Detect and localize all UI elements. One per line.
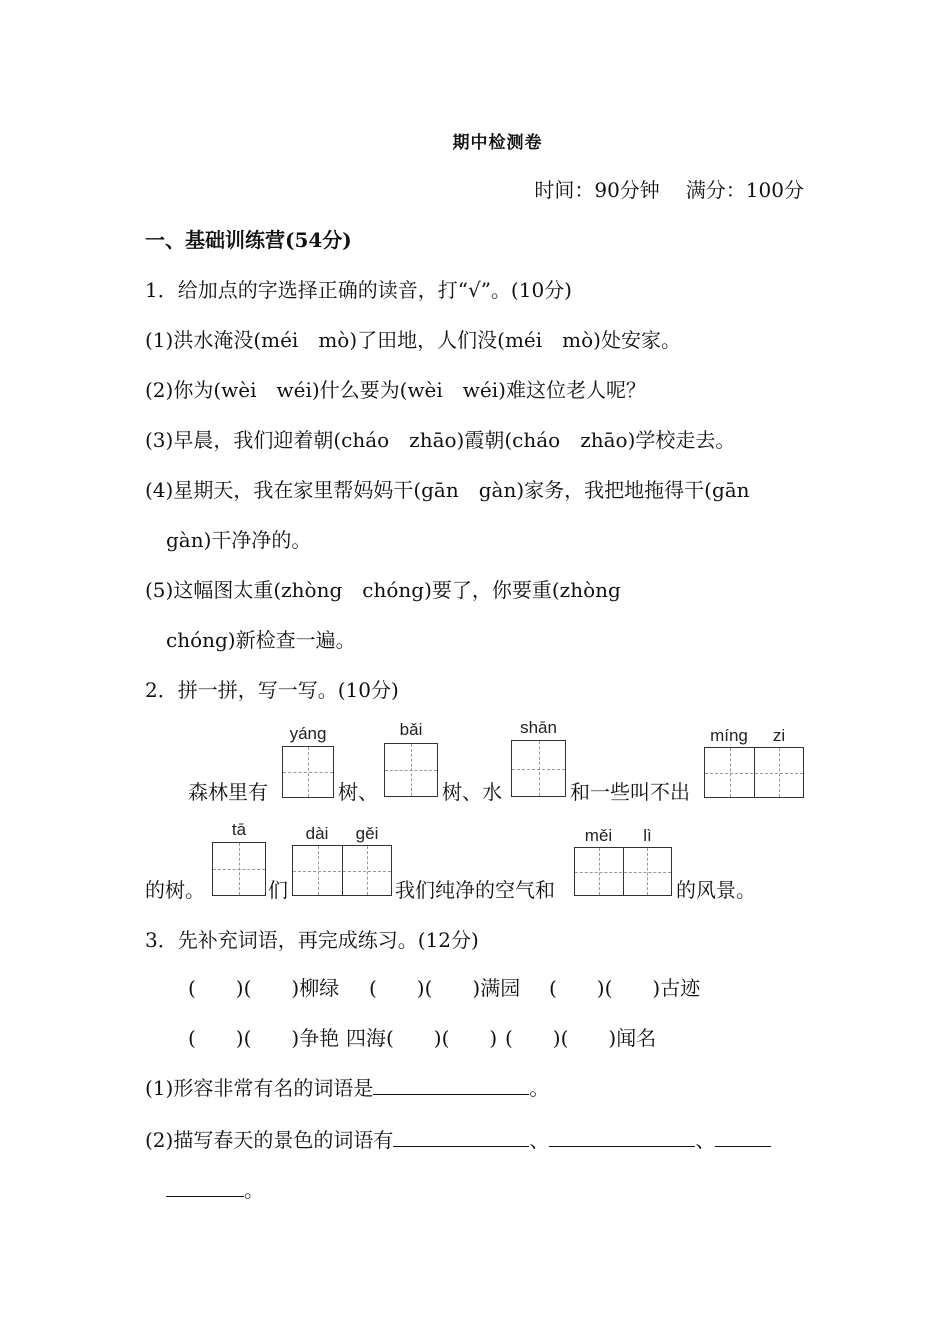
- q3-idiom-3: ( )( )古迹: [549, 976, 701, 1000]
- pinyin-bai: bǎi: [399, 720, 423, 739]
- pinyin-ta: tā: [231, 820, 247, 839]
- q3-idiom-6: ( )( )闻名: [505, 1026, 657, 1050]
- q3-sub-2-label: (2)描写春天的景色的词语有: [145, 1128, 394, 1152]
- q1-item-5-cont: chóng)新检查一遍。: [166, 628, 356, 652]
- answer-blank[interactable]: [715, 1126, 771, 1147]
- answer-blank[interactable]: [373, 1074, 529, 1095]
- pinyin-li: lì: [643, 826, 652, 845]
- q2-row2-text-1: 的树。: [145, 878, 205, 902]
- pinyin-yang: yáng: [289, 724, 327, 743]
- q2-row1-text-2: 树、: [338, 780, 378, 804]
- section-heading: 一、基础训练营(54分): [145, 228, 352, 252]
- q2-row2-text-4: 的风景。: [676, 878, 756, 902]
- pinyin-ming: míng: [710, 726, 748, 745]
- separator: 、: [529, 1128, 550, 1152]
- q1-item-4-cont: gàn)干净净的。: [166, 528, 312, 552]
- char-box[interactable]: [384, 743, 438, 797]
- q3-sub-1: [145, 1074, 549, 1102]
- full-score: 满分：100分: [685, 178, 804, 202]
- q1-item-2: (2)你为(wèi wéi)什么要为(wèi wéi)难这位老人呢？: [145, 378, 646, 402]
- char-box-double[interactable]: [292, 845, 392, 896]
- pinyin-gei: gěi: [355, 824, 379, 843]
- exam-meta: [534, 176, 804, 204]
- char-box[interactable]: [212, 842, 266, 896]
- q3-sub-2-end: 。: [244, 1178, 264, 1202]
- q2-row1-text-1: 森林里有: [188, 780, 268, 804]
- q1-item-1: (1)洪水淹没(méi mò)了田地，人们没(méi mò)处安家。: [145, 328, 681, 352]
- q3-sub-1-end: 。: [529, 1076, 550, 1100]
- q2-row1-text-4: 和一些叫不出: [570, 780, 690, 804]
- q2-row2-text-3: 我们纯净的空气和: [395, 878, 555, 902]
- char-box[interactable]: [282, 746, 334, 798]
- answer-blank[interactable]: [549, 1126, 695, 1147]
- q1-item-3: (3)早晨，我们迎着朝(cháo zhāo)霞朝(cháo zhāo)学校走去。: [145, 428, 736, 452]
- page-title: 期中检测卷: [452, 133, 543, 153]
- q2-stem: 2．拼一拼，写一写。(10分): [145, 678, 399, 702]
- q3-idiom-1: ( )( )柳绿: [188, 976, 340, 1000]
- q3-stem: 3．先补充词语，再完成练习。(12分): [145, 928, 479, 952]
- separator: 、: [695, 1128, 716, 1152]
- char-box-double[interactable]: [574, 847, 672, 896]
- time-limit: 时间：90分钟: [534, 178, 660, 202]
- q1-item-5: (5)这幅图太重(zhòng chóng)要了，你要重(zhòng: [145, 578, 621, 602]
- q1-item-4: (4)星期天，我在家里帮妈妈干(gān gàn)家务，我把地拖得干(gān: [145, 478, 750, 502]
- answer-blank[interactable]: [393, 1126, 529, 1147]
- pinyin-dai: dài: [305, 824, 329, 843]
- q3-sub-2-cont: [166, 1176, 264, 1204]
- q3-sub-2: [145, 1126, 771, 1154]
- q2-row2-text-2: 们: [268, 878, 288, 902]
- q1-stem: 1．给加点的字选择正确的读音，打“√”。(10分): [145, 278, 572, 302]
- pinyin-zi: zi: [772, 726, 786, 745]
- q3-idiom-4: ( )( )争艳: [188, 1026, 340, 1050]
- q3-idiom-2: ( )( )满园: [369, 976, 521, 1000]
- q3-idiom-5: 四海( )( ): [346, 1026, 498, 1050]
- q2-row1-text-3: 树、水: [442, 780, 502, 804]
- pinyin-shan: shān: [520, 718, 557, 737]
- char-box-double[interactable]: [704, 747, 804, 798]
- char-box[interactable]: [511, 740, 566, 797]
- answer-blank[interactable]: [166, 1176, 244, 1197]
- pinyin-mei: měi: [584, 826, 613, 845]
- q3-sub-1-label: (1)形容非常有名的词语是: [145, 1076, 374, 1100]
